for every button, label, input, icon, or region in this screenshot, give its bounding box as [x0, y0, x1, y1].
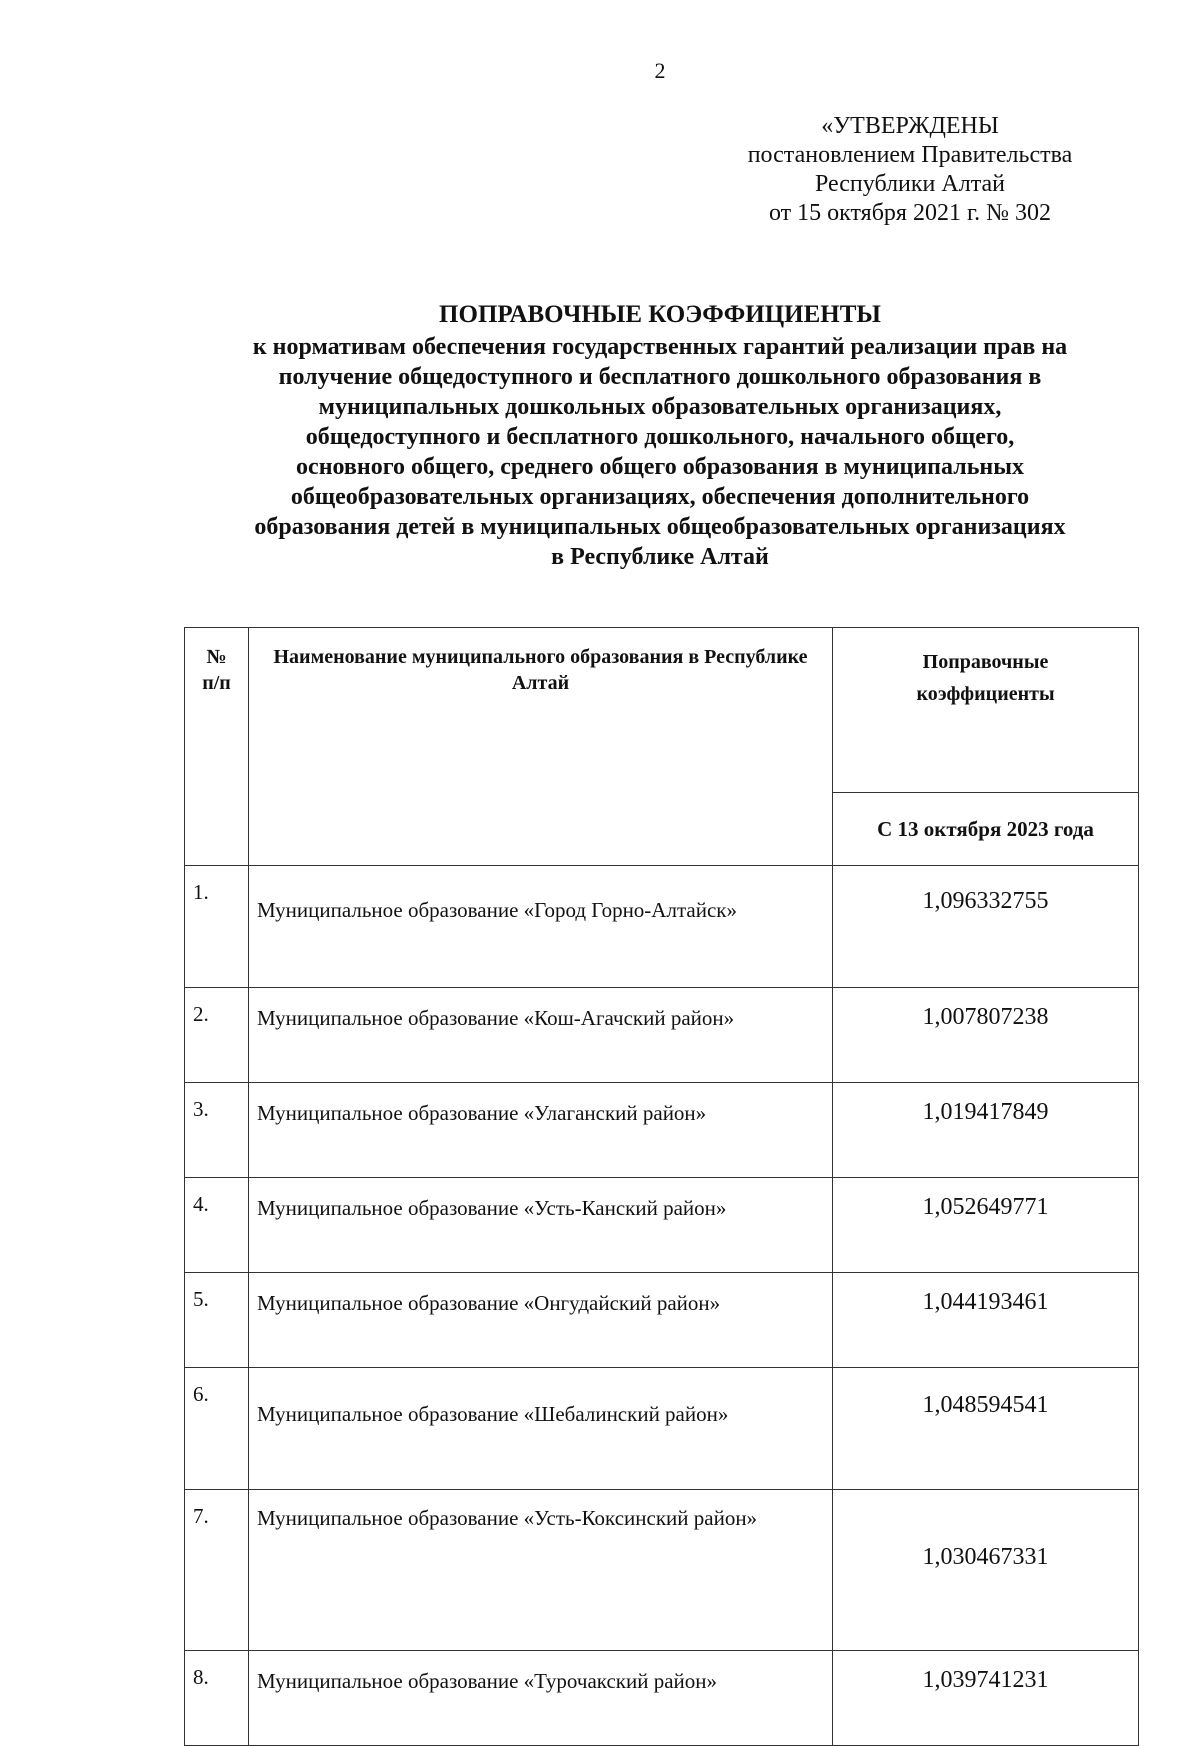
document-title: ПОПРАВОЧНЫЕ КОЭФФИЦИЕНТЫ [439, 301, 881, 328]
document-heading [150, 300, 1170, 572]
row-coefficient-value: 1,007807238 [833, 988, 1139, 1083]
table-row [185, 866, 1139, 988]
row-municipality-name: Муниципальное образование «Усть-Коксинский район» [249, 1490, 833, 1651]
subtitle-line: муниципальных дошкольных образовательных организациях, [318, 394, 1002, 420]
approval-line-1: «УТВЕРЖДЕНЫ [821, 113, 999, 139]
row-number: 5. [185, 1273, 249, 1368]
table-row [185, 1368, 1139, 1490]
row-coefficient-value: 1,030467331 [833, 1490, 1139, 1651]
table-row [185, 1651, 1139, 1746]
subtitle-line: в Республике Алтай [551, 544, 769, 570]
coefficients-table [184, 627, 1139, 1746]
approval-line-2: постановлением Правительства [747, 142, 1073, 168]
row-coefficient-value: 1,039741231 [833, 1651, 1139, 1746]
subtitle-line: образования детей в муниципальных общеобразовательных организациях [254, 514, 1066, 540]
row-number: 6. [185, 1368, 249, 1490]
row-municipality-name: Муниципальное образование «Шебалинский район» [249, 1368, 833, 1490]
subtitle-line: получение общедоступного и бесплатного дошкольного образования в [278, 364, 1042, 390]
table-header-row [185, 628, 1139, 793]
row-coefficient-value: 1,019417849 [833, 1083, 1139, 1178]
subtitle-line: к нормативам обеспечения государственных гарантий реализации прав на [252, 334, 1068, 360]
row-number: 3. [185, 1083, 249, 1178]
row-number: 2. [185, 988, 249, 1083]
table-row [185, 988, 1139, 1083]
subtitle-line: основного общего, среднего общего образования в муниципальных [296, 454, 1024, 480]
row-number: 4. [185, 1178, 249, 1273]
subtitle-line: общедоступного и бесплатного дошкольного, начального общего, [305, 424, 1015, 450]
approval-line-4: от 15 октября 2021 г. № 302 [768, 200, 1051, 226]
header-coefficients: Поправочные коэффициенты [833, 628, 1139, 793]
header-name: Наименование муниципального образования в Республике Алтай [249, 628, 833, 866]
row-number: 8. [185, 1651, 249, 1746]
header-number: № п/п [185, 628, 249, 866]
row-municipality-name: Муниципальное образование «Город Горно-Алтайск» [249, 866, 833, 988]
approval-stamp-block [700, 112, 1120, 228]
row-number: 7. [185, 1490, 249, 1651]
table-row [185, 1083, 1139, 1178]
table-row [185, 1273, 1139, 1368]
row-municipality-name: Муниципальное образование «Онгудайский район» [249, 1273, 833, 1368]
row-municipality-name: Муниципальное образование «Кош-Агачский район» [249, 988, 833, 1083]
row-municipality-name: Муниципальное образование «Улаганский район» [249, 1083, 833, 1178]
table-row [185, 1178, 1139, 1273]
row-number: 1. [185, 866, 249, 988]
page-number: 2 [654, 58, 666, 83]
row-coefficient-value: 1,096332755 [833, 866, 1139, 988]
row-coefficient-value: 1,044193461 [833, 1273, 1139, 1368]
table-row [185, 1490, 1139, 1651]
row-municipality-name: Муниципальное образование «Усть-Канский район» [249, 1178, 833, 1273]
row-municipality-name: Муниципальное образование «Турочакский район» [249, 1651, 833, 1746]
row-coefficient-value: 1,048594541 [833, 1368, 1139, 1490]
row-coefficient-value: 1,052649771 [833, 1178, 1139, 1273]
approval-line-3: Республики Алтай [815, 171, 1005, 197]
header-date: С 13 октября 2023 года [833, 793, 1139, 866]
subtitle-line: общеобразовательных организациях, обеспечения дополнительного [290, 484, 1030, 510]
